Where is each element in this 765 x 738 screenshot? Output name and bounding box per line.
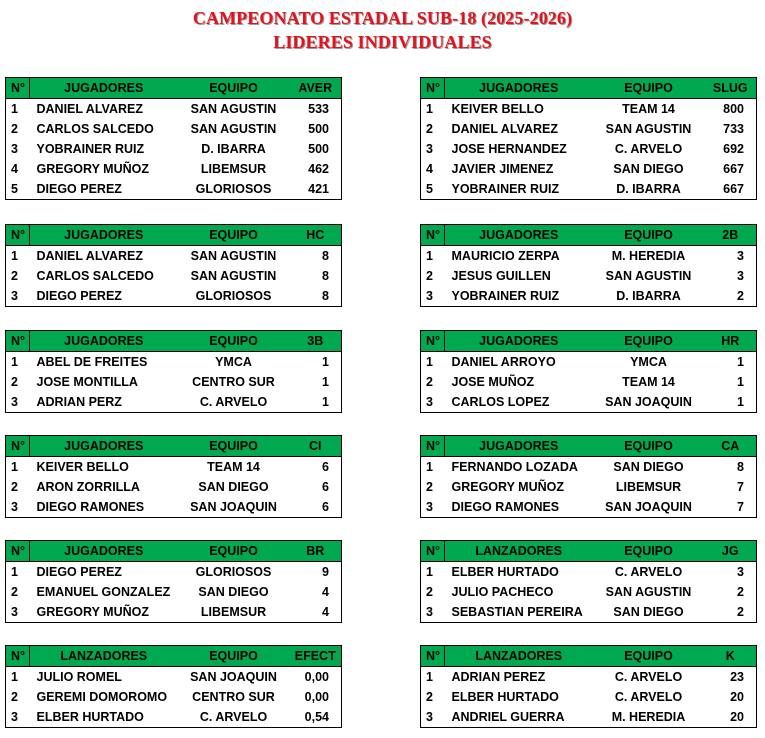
rank-cell: 1 [426,460,433,474]
column-header: EQUIPO [178,541,290,562]
stat-cell: 1 [322,395,329,409]
team-cell: SAN DIEGO [198,480,269,494]
stat-cell: 421 [308,182,329,196]
column-header: EQUIPO [593,646,705,667]
table-header-row [421,225,757,246]
column-header: EQUIPO [593,541,705,562]
table-row [421,266,757,286]
column-header: EFECT [290,646,342,667]
stat-cell: 4 [322,605,329,619]
table-row [421,667,757,688]
player-cell: JULIO PACHECO [451,585,554,599]
column-header: HC [290,225,342,246]
table-row [421,352,757,373]
table-row [6,179,342,200]
leader-table-slug [420,77,757,200]
team-cell: C. ARVELO [199,710,268,724]
column-header: N° [421,436,445,457]
stat-cell: 2 [737,289,744,303]
table-row [6,392,342,413]
team-cell: D. IBARRA [616,289,681,303]
leader-table-br [5,540,342,623]
stat-cell: 20 [730,710,744,724]
player-cell: EMANUEL GONZALEZ [36,585,171,599]
rank-cell: 2 [11,690,18,704]
team-cell: TEAM 14 [622,375,675,389]
column-header: K [705,646,757,667]
team-cell: SAN DIEGO [613,162,684,176]
page-title: CAMPEONATO ESTADAL SUB-18 (2025-2026) [192,8,573,28]
table-row [6,286,342,307]
column-header: LANZADORES [445,541,593,562]
stat-cell: 0,00 [304,670,329,684]
team-cell: SAN AGUSTIN [605,122,692,136]
rank-cell: 3 [426,605,433,619]
player-cell: ABEL DE FREITES [36,355,148,369]
player-cell: YOBRAINER RUIZ [451,289,560,303]
team-cell: C. ARVELO [199,395,268,409]
column-header: JUGADORES [445,225,593,246]
player-cell: ELBER HURTADO [36,710,144,724]
table-row [421,99,757,120]
rank-cell: 4 [11,162,18,176]
table-row [421,497,757,518]
rank-cell: 3 [426,710,433,724]
player-cell: GREGORY MUÑOZ [36,162,150,176]
player-cell: DIEGO PEREZ [36,182,122,196]
player-cell: ADRIAN PEREZ [451,670,546,684]
table-row [421,179,757,200]
player-cell: KEIVER BELLO [36,460,129,474]
player-cell: DANIEL ALVAREZ [36,102,143,116]
column-header: N° [6,646,30,667]
table-header-row [6,331,342,352]
rank-cell: 2 [426,269,433,283]
stat-cell: 1 [737,355,744,369]
rank-cell: 3 [426,142,433,156]
player-cell: GREGORY MUÑOZ [451,480,565,494]
stat-cell: 800 [723,102,744,116]
table-row [6,602,342,623]
player-cell: DIEGO RAMONES [36,500,145,514]
table-row [421,582,757,602]
player-cell: GEREMI DOMOROMO [36,690,168,704]
column-header: N° [421,78,445,99]
column-header: EQUIPO [178,78,290,99]
stat-cell: 7 [737,480,744,494]
table-row [6,139,342,159]
rank-cell: 1 [11,565,18,579]
player-cell: JOSE HERNANDEZ [451,142,567,156]
team-cell: GLORIOSOS [195,289,272,303]
rank-cell: 1 [11,102,18,116]
column-header: CA [705,436,757,457]
table-row [6,372,342,392]
table-header-row [6,541,342,562]
rank-cell: 1 [426,670,433,684]
stat-cell: 1 [322,375,329,389]
table-row [421,687,757,707]
team-cell: M. HEREDIA [611,710,686,724]
stat-cell: 500 [308,122,329,136]
column-header: EQUIPO [593,225,705,246]
team-cell: C. ARVELO [614,565,683,579]
player-cell: KEIVER BELLO [451,102,544,116]
team-cell: SAN DIEGO [613,460,684,474]
stat-cell: 6 [322,500,329,514]
stat-cell: 1 [737,375,744,389]
rank-cell: 3 [11,289,18,303]
table-header-row [421,646,757,667]
player-cell: JOSE MUÑOZ [451,375,535,389]
page-subtitle: LIDERES INDIVIDUALES [273,32,492,52]
stat-cell: 4 [322,585,329,599]
rank-cell: 3 [11,395,18,409]
table-header-row [421,436,757,457]
team-cell: SAN AGUSTIN [190,122,277,136]
team-cell: SAN AGUSTIN [190,249,277,263]
player-cell: JAVIER JIMENEZ [451,162,554,176]
rank-cell: 3 [426,289,433,303]
stat-cell: 6 [322,480,329,494]
column-header: N° [6,331,30,352]
rank-cell: 1 [11,670,18,684]
team-cell: C. ARVELO [614,670,683,684]
table-row [6,246,342,267]
rank-cell: 2 [426,690,433,704]
column-header: HR [705,331,757,352]
team-cell: CENTRO SUR [192,690,275,704]
column-header: EQUIPO [178,646,290,667]
column-header: JUGADORES [30,78,178,99]
rank-cell: 1 [426,102,433,116]
rank-cell: 5 [426,182,433,196]
column-header: EQUIPO [178,331,290,352]
player-cell: YOBRAINER RUIZ [451,182,560,196]
table-row [6,582,342,602]
team-cell: C. ARVELO [614,142,683,156]
stat-cell: 8 [737,460,744,474]
column-header: BR [290,541,342,562]
table-row [421,119,757,139]
team-cell: TEAM 14 [622,102,675,116]
team-cell: SAN AGUSTIN [605,269,692,283]
column-header: 2B [705,225,757,246]
team-cell: SAN JOAQUIN [190,500,277,514]
team-cell: GLORIOSOS [195,565,272,579]
table-row [6,497,342,518]
team-cell: SAN DIEGO [613,605,684,619]
stat-cell: 462 [308,162,329,176]
team-cell: LIBEMSUR [200,605,267,619]
column-header: EQUIPO [178,436,290,457]
team-cell: SAN JOAQUIN [605,395,692,409]
stat-cell: 3 [737,269,744,283]
rank-cell: 2 [11,480,18,494]
team-cell: SAN AGUSTIN [190,269,277,283]
rank-cell: 2 [426,480,433,494]
table-row [421,392,757,413]
table-row [421,372,757,392]
player-cell: MAURICIO ZERPA [451,249,560,263]
table-row [421,477,757,497]
stat-cell: 8 [322,249,329,263]
team-cell: D. IBARRA [616,182,681,196]
stat-cell: 692 [723,142,744,156]
column-header: JUGADORES [30,541,178,562]
table-row [421,602,757,623]
rank-cell: 2 [11,375,18,389]
column-header: JUGADORES [30,225,178,246]
rank-cell: 1 [426,249,433,263]
team-cell: CENTRO SUR [192,375,275,389]
leader-table-hc [5,224,342,307]
column-header: JUGADORES [445,78,593,99]
column-header: CI [290,436,342,457]
column-header: JUGADORES [30,331,178,352]
stat-cell: 6 [322,460,329,474]
column-header: N° [421,646,445,667]
player-cell: DANIEL ARROYO [451,355,556,369]
rank-cell: 5 [11,182,18,196]
column-header: JUGADORES [445,331,593,352]
leader-table-ca [420,435,757,518]
column-header: EQUIPO [593,331,705,352]
rank-cell: 1 [426,355,433,369]
table-row [421,246,757,267]
team-cell: LIBEMSUR [200,162,267,176]
player-cell: ELBER HURTADO [451,565,559,579]
stat-cell: 500 [308,142,329,156]
table-row [421,159,757,179]
table-header-row [421,78,757,99]
table-row [6,457,342,478]
table-row [421,707,757,728]
rank-cell: 1 [426,565,433,579]
table-row [6,119,342,139]
stat-cell: 2 [737,585,744,599]
column-header: 3B [290,331,342,352]
stat-cell: 23 [730,670,744,684]
player-cell: CARLOS SALCEDO [36,122,154,136]
stat-cell: 733 [723,122,744,136]
table-row [6,562,342,583]
table-header-row [421,331,757,352]
column-header: JUGADORES [30,436,178,457]
column-header: SLUG [705,78,757,99]
player-cell: DIEGO PEREZ [36,289,122,303]
rank-cell: 2 [11,122,18,136]
stat-cell: 20 [730,690,744,704]
player-cell: GREGORY MUÑOZ [36,605,150,619]
column-header: N° [6,436,30,457]
leader-table-efect [5,645,342,728]
team-cell: SAN DIEGO [198,585,269,599]
stat-cell: 2 [737,605,744,619]
table-header-row [421,541,757,562]
column-header: N° [6,225,30,246]
rank-cell: 3 [11,142,18,156]
player-cell: DIEGO RAMONES [451,500,560,514]
table-row [6,477,342,497]
rank-cell: 2 [11,269,18,283]
stat-cell: 1 [322,355,329,369]
table-row [421,562,757,583]
player-cell: FERNANDO LOZADA [451,460,578,474]
table-header-row [6,78,342,99]
player-cell: ANDRIEL GUERRA [451,710,565,724]
leader-table-jg [420,540,757,623]
column-header: N° [421,225,445,246]
leader-table-hr [420,330,757,413]
team-cell: LIBEMSUR [615,480,682,494]
rank-cell: 2 [426,122,433,136]
player-cell: JESUS GUILLEN [451,269,551,283]
table-row [6,707,342,728]
stat-cell: 0,54 [304,710,329,724]
column-header: AVER [290,78,342,99]
leader-table-ci [5,435,342,518]
team-cell: C. ARVELO [614,690,683,704]
team-cell: SAN AGUSTIN [190,102,277,116]
table-row [6,667,342,688]
rank-cell: 1 [11,249,18,263]
rank-cell: 3 [426,500,433,514]
player-cell: SEBASTIAN PEREIRA [451,605,583,619]
stat-cell: 667 [723,182,744,196]
leader-table-3b [5,330,342,413]
column-header: LANZADORES [445,646,593,667]
rank-cell: 4 [426,162,433,176]
rank-cell: 3 [11,500,18,514]
table-row [6,159,342,179]
leader-table-2b [420,224,757,307]
player-cell: ADRIAN PERZ [36,395,122,409]
column-header: LANZADORES [30,646,178,667]
team-cell: YMCA [630,355,667,369]
stat-cell: 7 [737,500,744,514]
rank-cell: 2 [426,375,433,389]
table-row [421,286,757,307]
rank-cell: 3 [426,395,433,409]
stat-cell: 3 [737,565,744,579]
table-row [6,352,342,373]
team-cell: SAN AGUSTIN [605,585,692,599]
player-cell: JOSE MONTILLA [36,375,138,389]
table-row [421,139,757,159]
stat-cell: 1 [737,395,744,409]
leader-table-k [420,645,757,728]
team-cell: GLORIOSOS [195,182,272,196]
player-cell: ARON ZORRILLA [36,480,140,494]
rank-cell: 1 [11,355,18,369]
column-header: N° [6,541,30,562]
column-header: N° [6,78,30,99]
team-cell: TEAM 14 [207,460,260,474]
table-row [421,457,757,478]
column-header: EQUIPO [178,225,290,246]
player-cell: JULIO ROMEL [36,670,122,684]
stat-cell: 3 [737,249,744,263]
rank-cell: 2 [426,585,433,599]
team-cell: D. IBARRA [201,142,266,156]
stat-cell: 533 [308,102,329,116]
leader-table-aver [5,77,342,200]
stat-cell: 8 [322,289,329,303]
stat-cell: 8 [322,269,329,283]
column-header: N° [421,541,445,562]
player-cell: DANIEL ALVAREZ [36,249,143,263]
player-cell: CARLOS LOPEZ [451,395,550,409]
team-cell: YMCA [215,355,252,369]
player-cell: DIEGO PEREZ [36,565,122,579]
table-header-row [6,436,342,457]
rank-cell: 3 [11,710,18,724]
column-header: N° [421,331,445,352]
stat-cell: 0,00 [304,690,329,704]
column-header: JG [705,541,757,562]
rank-cell: 3 [11,605,18,619]
table-header-row [6,225,342,246]
stat-cell: 667 [723,162,744,176]
table-row [6,687,342,707]
column-header: EQUIPO [593,78,705,99]
team-cell: SAN JOAQUIN [190,670,277,684]
player-cell: ELBER HURTADO [451,690,559,704]
player-cell: YOBRAINER RUIZ [36,142,145,156]
column-header: JUGADORES [445,436,593,457]
team-cell: SAN JOAQUIN [605,500,692,514]
table-header-row [6,646,342,667]
column-header: EQUIPO [593,436,705,457]
team-cell: M. HEREDIA [611,249,686,263]
stat-cell: 9 [322,565,329,579]
player-cell: CARLOS SALCEDO [36,269,154,283]
rank-cell: 2 [11,585,18,599]
player-cell: DANIEL ALVAREZ [451,122,558,136]
rank-cell: 1 [11,460,18,474]
table-row [6,99,342,120]
table-row [6,266,342,286]
